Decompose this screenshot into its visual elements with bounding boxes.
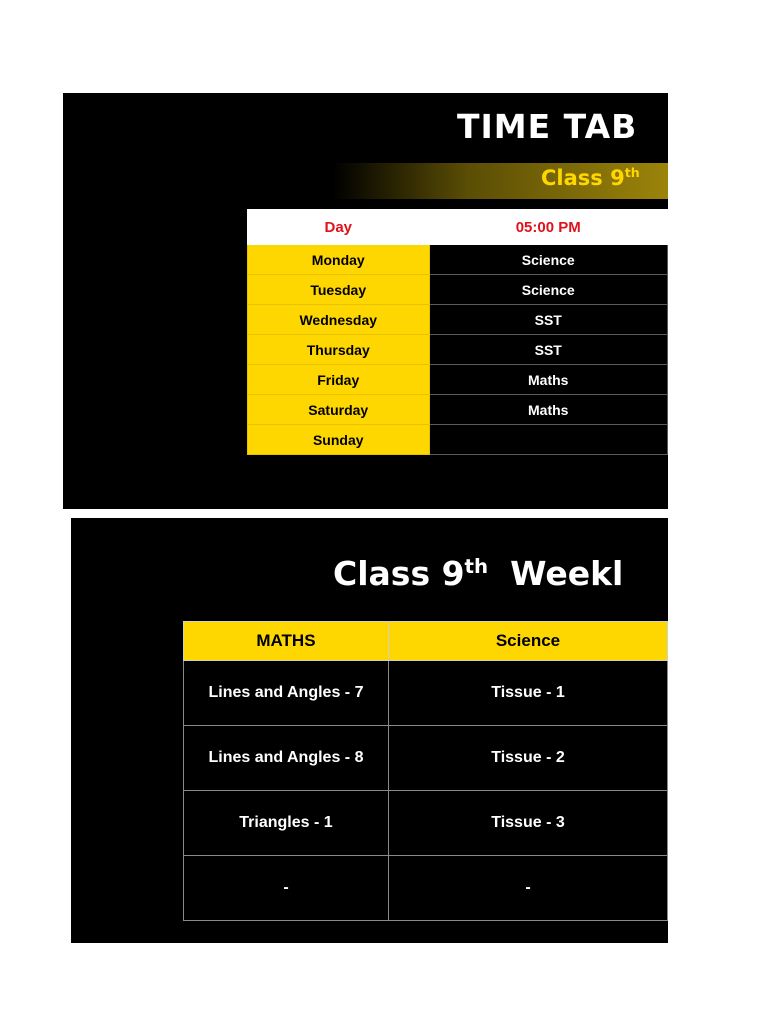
maths-cell: -	[184, 856, 389, 921]
timetable-table	[247, 209, 668, 455]
day-cell: Saturday	[248, 395, 430, 425]
class-banner	[333, 163, 668, 199]
table-row	[184, 726, 668, 791]
table-row	[184, 661, 668, 726]
header-maths: MATHS	[184, 622, 389, 661]
weekly-header-row	[184, 622, 668, 661]
table-row	[248, 425, 668, 455]
day-cell: Friday	[248, 365, 430, 395]
day-cell: Sunday	[248, 425, 430, 455]
subject-cell	[429, 425, 668, 455]
weekly-title: Class 9th Weekl	[333, 554, 624, 593]
header-day: Day	[248, 210, 430, 245]
subject-cell: SST	[429, 305, 668, 335]
table-row	[184, 791, 668, 856]
timetable-header-row	[248, 210, 668, 245]
table-row	[248, 305, 668, 335]
subject-cell: SST	[429, 335, 668, 365]
table-row	[184, 856, 668, 921]
table-row	[248, 245, 668, 275]
day-cell: Thursday	[248, 335, 430, 365]
day-cell: Wednesday	[248, 305, 430, 335]
table-row	[248, 335, 668, 365]
science-cell: Tissue - 3	[388, 791, 667, 856]
timetable-panel	[63, 93, 668, 509]
science-cell: Tissue - 2	[388, 726, 667, 791]
weekly-table	[183, 621, 668, 921]
day-cell: Monday	[248, 245, 430, 275]
banner-class-label: Class 9th	[541, 165, 640, 190]
table-row	[248, 275, 668, 305]
header-time: 05:00 PM	[429, 210, 668, 245]
maths-cell: Triangles - 1	[184, 791, 389, 856]
science-cell: Tissue - 1	[388, 661, 667, 726]
science-cell: -	[388, 856, 667, 921]
subject-cell: Maths	[429, 395, 668, 425]
table-row	[248, 365, 668, 395]
maths-cell: Lines and Angles - 8	[184, 726, 389, 791]
weekly-panel	[71, 518, 668, 943]
subject-cell: Maths	[429, 365, 668, 395]
timetable-title: TIME TAB	[457, 107, 638, 146]
subject-cell: Science	[429, 275, 668, 305]
subject-cell: Science	[429, 245, 668, 275]
table-row	[248, 395, 668, 425]
day-cell: Tuesday	[248, 275, 430, 305]
header-science: Science	[388, 622, 667, 661]
maths-cell: Lines and Angles - 7	[184, 661, 389, 726]
